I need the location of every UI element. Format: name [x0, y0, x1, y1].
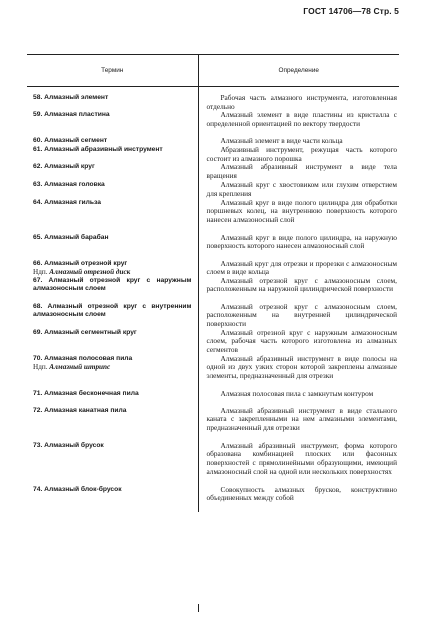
term-label: 70. Алмазная полосовая пила [33, 354, 133, 362]
definition-text: Совокупность алмазных брусков, конструктивно объединенных между собой [206, 484, 397, 503]
definition-cell [198, 163, 399, 181]
table-row [27, 390, 399, 407]
table-row [27, 87, 399, 112]
term-cell [27, 407, 198, 442]
definition-cell [198, 277, 399, 303]
term-note: Ндп. Алмазный штрипс [33, 363, 111, 372]
table-row [27, 181, 399, 198]
table-row [27, 329, 399, 355]
term-cell [27, 329, 198, 355]
definition-text: Алмазный абразивный инструмент, форма которого образована комбинацией плоских или фасонных поверхностей с прямолинейными образующими, имеющий алмазоносный слой на одной или нескольких поверхностях [206, 440, 397, 476]
definition-cell [198, 442, 399, 486]
table-row [27, 260, 399, 277]
definition-cell [198, 329, 399, 355]
definition-cell [198, 87, 399, 112]
term-cell [27, 442, 198, 486]
term-label: 74. Алмазный блок-брусок [33, 485, 122, 493]
term-cell [27, 181, 198, 198]
term-cell [27, 303, 198, 329]
definition-text: Алмазная полосовая пила с замкнутым контуром [220, 388, 374, 398]
definition-cell [198, 303, 399, 329]
definition-text: Алмазный элемент в виде пластины из кристалла с определенной ориентацией по вектору твердости [206, 110, 397, 128]
term-label: 69. Алмазный сегментный круг [33, 328, 137, 336]
table-header-row [27, 55, 399, 87]
term-cell [27, 146, 198, 163]
definition-text: Рабочая часть алмазного инструмента, изготовленная отдельно [206, 93, 397, 111]
term-label: 61. Алмазный абразивный инструмент [33, 146, 163, 154]
definition-text: Алмазный абразивный инструмент в виде стального каната с закрепленными на нем алмазными элементами, предназначенный для отрезки [206, 405, 397, 432]
table-row [27, 407, 399, 442]
term-cell [27, 163, 198, 181]
term-cell [27, 137, 198, 146]
definition-cell [198, 486, 399, 512]
definition-text: Алмазный отрезной круг с алмазоносным слоем, расположенным на внутренней цилиндрической поверхности [206, 301, 397, 328]
page-header: ГОСТ 14706—78 Стр. 5 [303, 6, 399, 16]
column-divider-tail [198, 604, 199, 612]
term-label: 59. Алмазная пластина [33, 111, 110, 119]
definition-cell [198, 199, 399, 234]
definition-text: Алмазный отрезной круг с алмазоносным слоем, расположенным на наружной цилиндрической поверхности [206, 275, 397, 294]
table-row [27, 234, 399, 260]
terms-table [27, 54, 399, 512]
definition-text: Алмазный абразивный инструмент в виде тела вращения [206, 162, 397, 180]
table-row [27, 355, 399, 390]
table-row [27, 442, 399, 486]
column-header-term: Термин [27, 55, 198, 87]
definition-text: Алмазный круг для отрезки и прорезки с алмазоносным слоем в виде кольца [206, 258, 397, 277]
definition-text: Абразивный инструмент, режущая часть которого состоит из алмазного порошка [206, 145, 397, 163]
term-label: 68. Алмазный отрезной круг с внутренним алмазоносным слоем [33, 302, 192, 319]
definition-text: Алмазный круг с хвостовиком или глухим отверстием для крепления [206, 180, 397, 198]
term-cell [27, 199, 198, 234]
definition-cell [198, 181, 399, 198]
definition-text: Алмазный элемент в виде части кольца [220, 136, 343, 146]
term-cell [27, 234, 198, 260]
term-cell [27, 486, 198, 512]
definition-text: Алмазный абразивный инструмент в виде полосы на одной из двух узких сторон которой закреплены алмазные элементы, предназначенный для отрезки [206, 353, 397, 380]
definition-cell [198, 260, 399, 277]
term-label: 63. Алмазная головка [33, 181, 105, 189]
term-label: 58. Алмазный элемент [33, 94, 109, 101]
term-label: 64. Алмазная гильза [33, 198, 101, 206]
term-cell [27, 390, 198, 407]
table-row [27, 486, 399, 512]
table-row [27, 277, 399, 303]
term-label: 72. Алмазная канатная пила [33, 406, 127, 414]
table-row [27, 146, 399, 163]
definition-cell [198, 146, 399, 163]
term-label: 73. Алмазный брусок [33, 441, 104, 449]
term-label: 62. Алмазный круг [33, 163, 95, 171]
table-row [27, 303, 399, 329]
term-label: 67. Алмазный отрезной круг с наружным алмазоносным слоем [33, 276, 192, 293]
definition-text: Алмазный круг в виде полого цилиндра, на наружную поверхность которого нанесен алмазоносный слой [206, 232, 397, 251]
table-row [27, 199, 399, 234]
term-label: 60. Алмазный сегмент [33, 137, 108, 145]
term-cell [27, 277, 198, 303]
term-label: 65. Алмазный барабан [33, 233, 109, 241]
term-label: 66. Алмазный отрезной круг [33, 259, 128, 267]
column-header-definition: Определение [198, 55, 399, 87]
term-cell [27, 111, 198, 137]
definition-text: Алмазный круг в виде полого цилиндра для обработки поршневых колец, на внутреннюю поверхность которого нанесен алмазоносный слой [206, 197, 397, 224]
term-cell [27, 355, 198, 390]
table-body [27, 87, 399, 512]
term-cell [27, 87, 198, 112]
table-row [27, 111, 399, 137]
definition-cell [198, 234, 399, 260]
term-label: 71. Алмазная бесконечная пила [33, 389, 139, 397]
table-row [27, 163, 399, 181]
definition-cell [198, 407, 399, 442]
term-cell [27, 260, 198, 277]
definition-cell [198, 390, 399, 407]
definition-cell [198, 111, 399, 137]
definition-text: Алмазный отрезной круг с наружным алмазоносным слоем, рабочая часть которого изготовлена из алмазных сегментов [206, 327, 397, 354]
term-note: Ндп. Алмазный отрезной диск [33, 268, 131, 277]
definition-cell [198, 355, 399, 390]
